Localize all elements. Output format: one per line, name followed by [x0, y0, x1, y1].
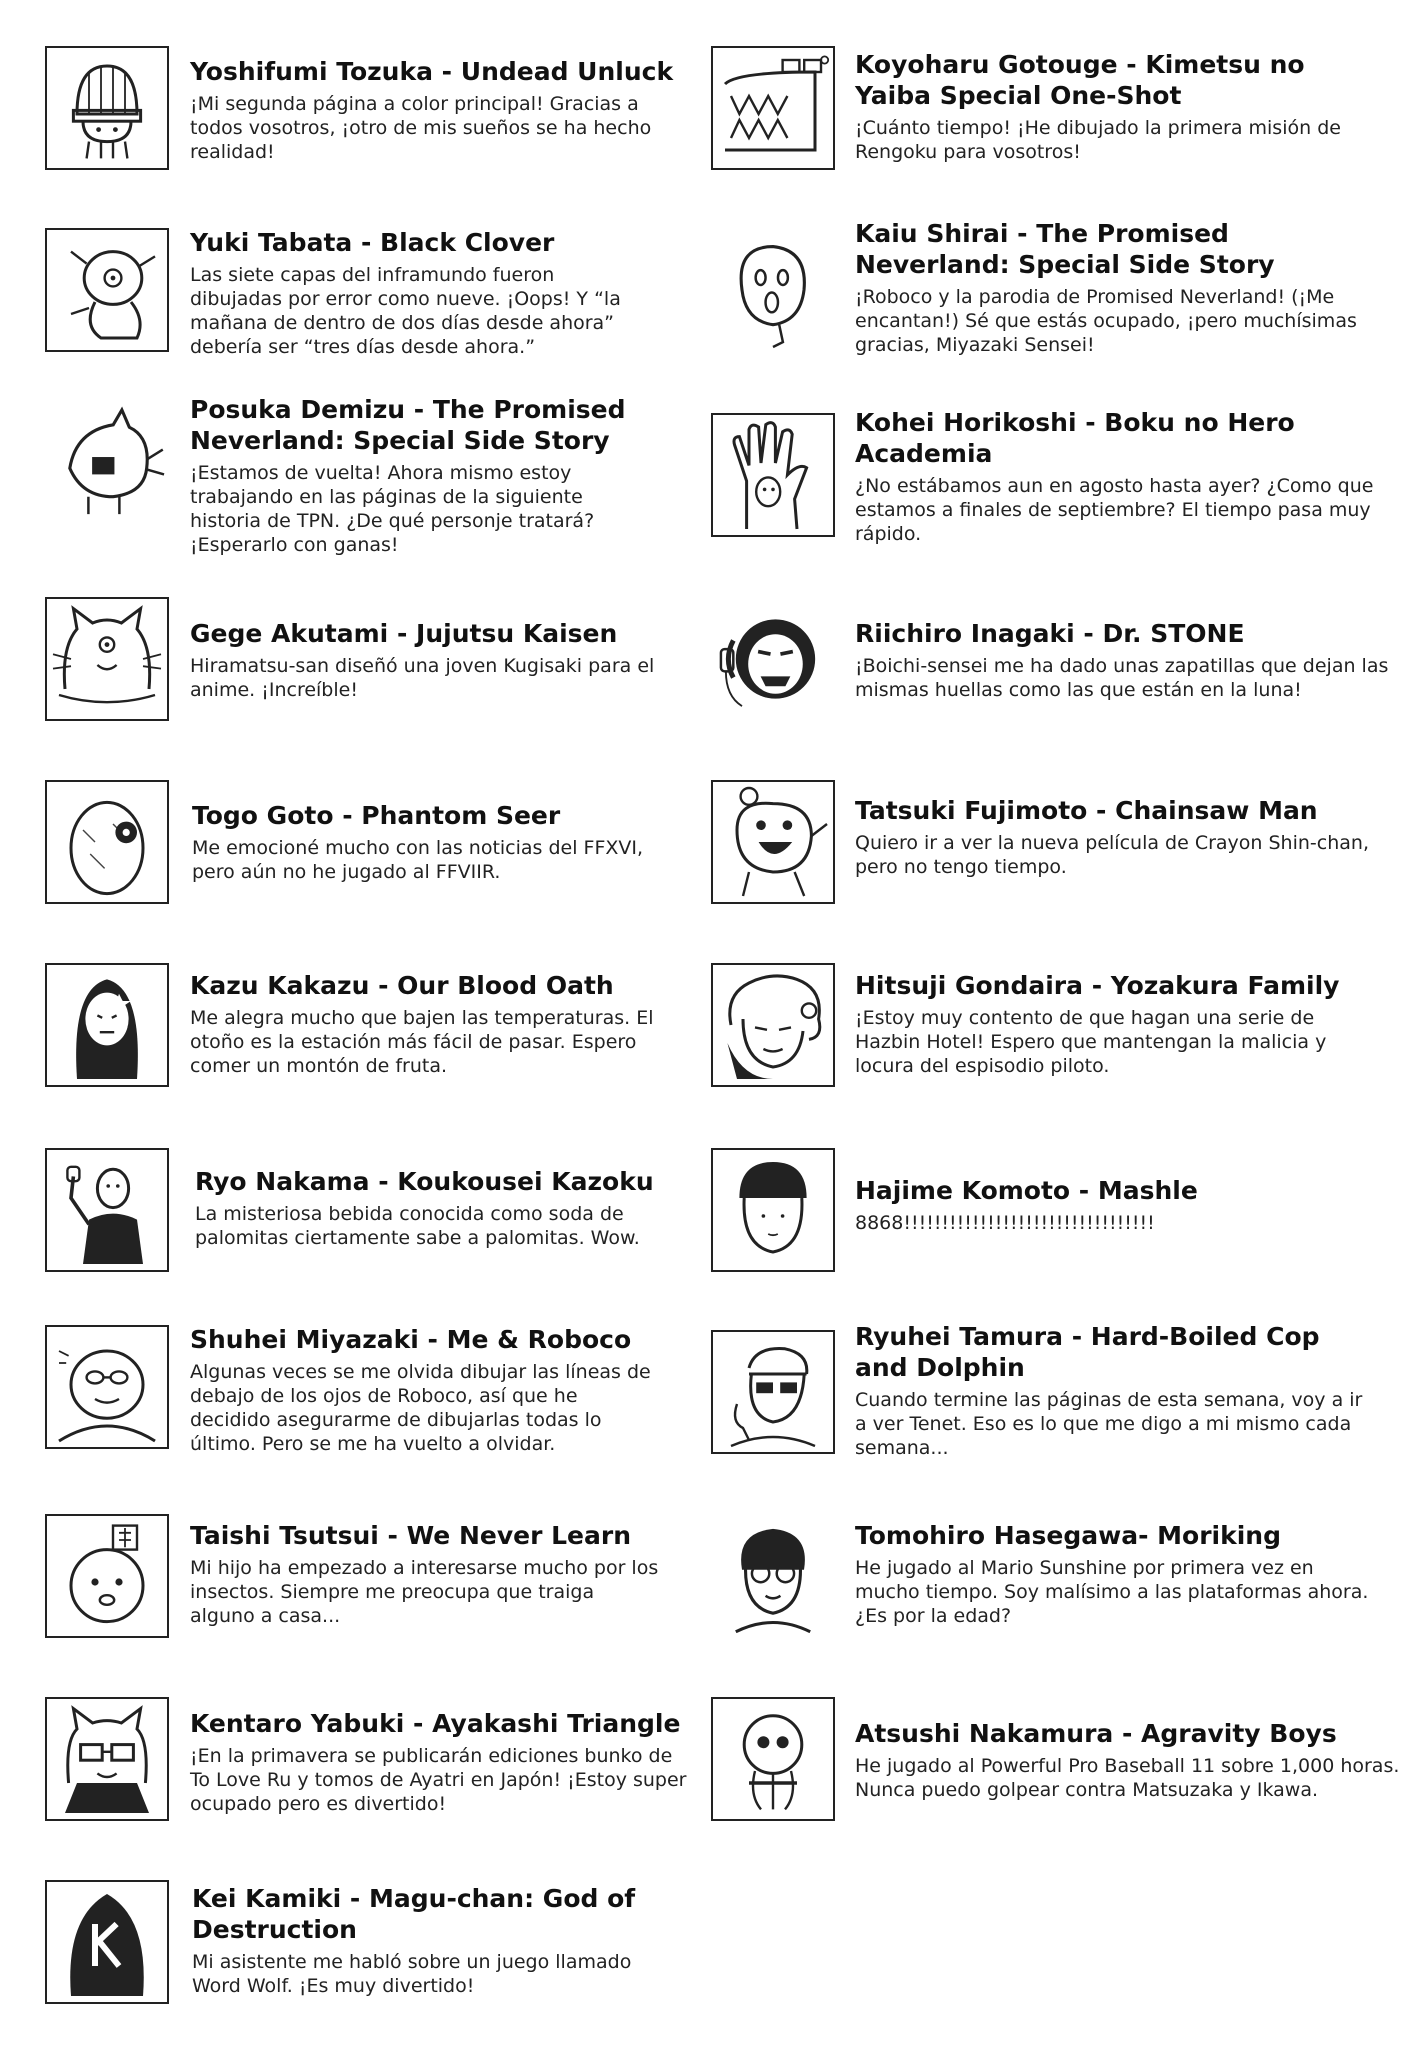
entry-title: Ryo Nakama - Koukousei Kazoku — [195, 1167, 654, 1196]
entry-message: He jugado al Mario Sunshine por primera vez en mucho tiempo. Soy malísimo a las plataformas ahora. ¿Es por la edad? — [855, 1557, 1369, 1627]
entry-title: Tatsuki Fujimoto - Chainsaw Man — [855, 796, 1318, 825]
entry-title: Kohei Horikoshi - Boku no Hero Academia — [855, 408, 1295, 468]
entry-title: Riichiro Inagaki - Dr. STONE — [855, 619, 1245, 648]
entry-title: Shuhei Miyazaki - Me & Roboco — [190, 1325, 632, 1354]
shouting-blob-icon — [711, 780, 835, 904]
cat-glasses-icon — [45, 1697, 169, 1821]
long-hair-k-icon — [45, 1880, 169, 2004]
beanie-character-icon — [45, 46, 169, 170]
entry-title: Koyoharu Gotouge - Kimetsu no Yaiba Special One-Shot — [855, 50, 1305, 110]
round-head-icon — [45, 1514, 169, 1638]
one-eyed-cat-icon — [45, 597, 169, 721]
entry-title: Kaiu Shirai - The Promised Neverland: Special Side Story — [855, 219, 1275, 279]
entry-title: Tomohiro Hasegawa- Moriking — [855, 1521, 1281, 1550]
headphones-face-icon — [711, 597, 835, 721]
entry-title: Ryuhei Tamura - Hard-Boiled Cop and Dolphin — [855, 1322, 1320, 1382]
entry-message: Me emocioné mucho con las noticias del FFXVI, pero aún no he jugado al FFVIIR. — [192, 837, 644, 883]
entry-message: Algunas veces se me olvida dibujar las líneas de debajo de los ojos de Roboco, así que he decidido asegurarme de dibujarlas todas lo último. Pero se me ha vuelto a olvidar. — [190, 1361, 651, 1455]
entry-message: ¡En la primavera se publicarán ediciones bunko de To Love Ru y tomos de Ayatri en Japón! ¡Estoy super ocupado pero es divertido! — [190, 1745, 687, 1815]
shark-cat-icon — [45, 400, 169, 524]
entry-title: Kentaro Yabuki - Ayakashi Triangle — [190, 1709, 681, 1738]
hooded-girl-icon — [45, 963, 169, 1087]
entry-title: Togo Goto - Phantom Seer — [192, 801, 561, 830]
entry-title: Hajime Komoto - Mashle — [855, 1176, 1198, 1205]
entry-message: ¿No estábamos aun en agosto hasta ayer? ¿Como que estamos a finales de septiembre? El tiempo pasa muy rápido. — [855, 475, 1374, 545]
alien-icon — [711, 1697, 835, 1821]
curly-hair-icon — [711, 963, 835, 1087]
entry-message: Mi hijo ha empezado a interesarse mucho por los insectos. Siempre me preocupa que traiga alguno a casa... — [190, 1557, 659, 1627]
cap-glasses-man-icon — [711, 1330, 835, 1454]
entry-title: Hitsuji Gondaira - Yozakura Family — [855, 971, 1340, 1000]
entry-title: Kazu Kakazu - Our Blood Oath — [190, 971, 614, 1000]
entry-message: He jugado al Powerful Pro Baseball 11 sobre 1,000 horas. Nunca puedo golpear contra Matsuzaka y Ikawa. — [855, 1755, 1400, 1801]
entry-message: ¡Boichi-sensei me ha dado unas zapatillas que dejan las mismas huellas como las que están en la luna! — [855, 655, 1389, 701]
boy-glasses-icon — [711, 1514, 835, 1638]
entry-title: Kei Kamiki - Magu-chan: God of Destruction — [192, 1884, 636, 1944]
raised-hand-icon — [711, 413, 835, 537]
entry-message: ¡Roboco y la parodia de Promised Neverland! (¡Me encantan!) Sé que estás ocupado, ¡pero muchísimas gracias, Miyazaki Sensei! — [855, 286, 1357, 356]
creature-icon — [45, 228, 169, 352]
crocodile-glasses-icon — [711, 46, 835, 170]
entry-title: Atsushi Nakamura - Agravity Boys — [855, 1719, 1337, 1748]
entry-message: Quiero ir a ver la nueva película de Crayon Shin-chan, pero no tengo tiempo. — [855, 832, 1369, 878]
entry-message: Las siete capas del inframundo fueron dibujadas por error como nueve. ¡Oops! Y “la mañana de dentro de dos días desde ahora” debería ser “tres días desde ahora.” — [190, 264, 621, 358]
entry-title: Yuki Tabata - Black Clover — [190, 228, 555, 257]
waving-person-icon — [45, 1148, 169, 1272]
entry-message: Cuando termine las páginas de esta semana, voy a ir a ver Tenet. Eso es lo que me digo a mi mismo cada semana... — [855, 1389, 1363, 1459]
entry-message: Me alegra mucho que bajen las temperaturas. El otoño es la estación más fácil de pasar. Espero comer un montón de fruta. — [190, 1007, 654, 1077]
mushroom-head-icon — [711, 1148, 835, 1272]
entry-message: ¡Mi segunda página a color principal! Gracias a todos vosotros, ¡otro de mis sueños se ha hecho realidad! — [190, 93, 652, 163]
entry-title: Taishi Tsutsui - We Never Learn — [190, 1521, 632, 1550]
egg-icon — [45, 780, 169, 904]
entry-message: 8868!!!!!!!!!!!!!!!!!!!!!!!!!!!!!!!!! — [855, 1212, 1155, 1234]
entry-message: Mi asistente me habló sobre un juego llamado Word Wolf. ¡Es muy divertido! — [192, 1951, 632, 1997]
entry-message: La misteriosa bebida conocida como soda de palomitas ciertamente sabe a palomitas. Wow. — [195, 1203, 640, 1249]
entry-title: Posuka Demizu - The Promised Neverland: Special Side Story — [190, 395, 626, 455]
entry-message: Hiramatsu-san diseñó una joven Kugisaki para el anime. ¡Increíble! — [190, 655, 655, 701]
entry-title: Gege Akutami - Jujutsu Kaisen — [190, 619, 618, 648]
ghost-face-icon — [711, 228, 835, 352]
chubby-man-icon — [45, 1325, 169, 1449]
entry-title: Yoshifumi Tozuka - Undead Unluck — [190, 57, 674, 86]
entry-message: ¡Estoy muy contento de que hagan una serie de Hazbin Hotel! Espero que mantengan la malicia y locura del espisodio piloto. — [855, 1007, 1327, 1077]
entry-message: ¡Estamos de vuelta! Ahora mismo estoy trabajando en las páginas de la siguiente historia de TPN. ¿De qué personje tratará? ¡Esperarlo con ganas! — [190, 462, 595, 556]
entry-message: ¡Cuánto tiempo! ¡He dibujado la primera misión de Rengoku para vosotros! — [855, 117, 1341, 163]
